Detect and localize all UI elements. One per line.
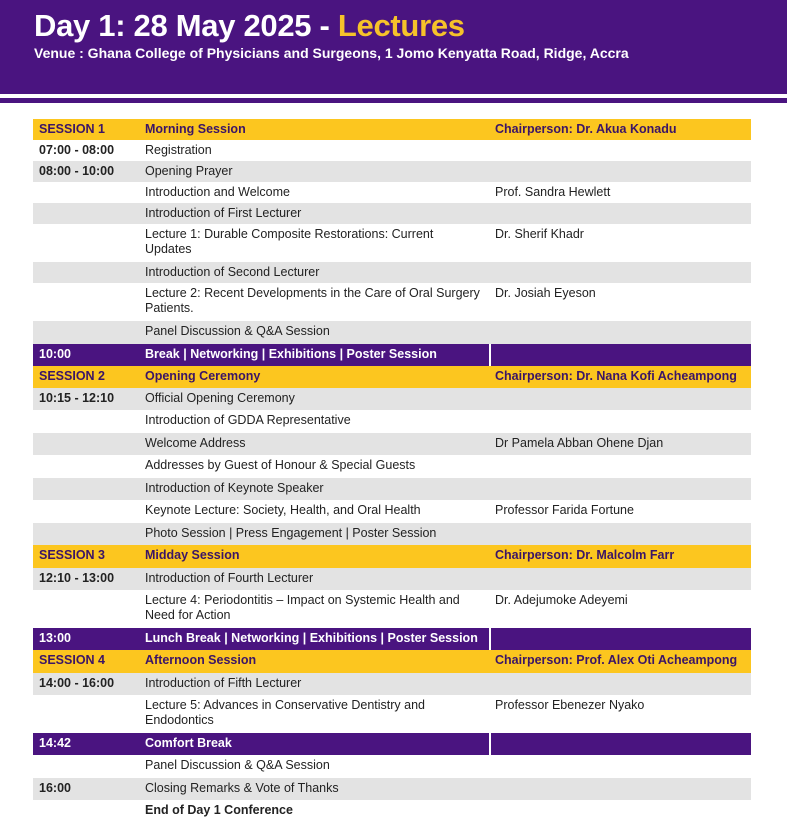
speaker-cell — [489, 478, 751, 500]
activity-cell: Addresses by Guest of Honour & Special Guests — [145, 458, 416, 472]
break-item: Networking — [190, 347, 259, 361]
activity-cell: Introduction of Fifth Lecturer — [145, 676, 302, 690]
speaker-cell — [489, 321, 751, 344]
time-cell — [33, 590, 139, 628]
venue-line: Venue : Ghana College of Physicians and Surgeons, 1 Jomo Kenyatta Road, Ridge, Accra — [34, 45, 629, 61]
activity-cell: Official Opening Ceremony — [145, 391, 295, 405]
speaker-cell — [489, 778, 751, 800]
activity-cell: Panel Discussion & Q&A Session — [145, 758, 330, 772]
chairperson-cell: Chairperson: Dr. Akua Konadu — [495, 122, 677, 136]
schedule-row — [33, 262, 751, 283]
schedule-row — [33, 523, 751, 545]
schedule-row — [33, 140, 751, 161]
activity-cell: Lecture 5: Advances in Conservative Dentistry and Endodontics — [145, 698, 426, 727]
speaker-cell: Professor Farida Fortune — [495, 503, 634, 517]
time-cell — [33, 433, 139, 455]
schedule-row — [33, 161, 751, 182]
speaker-cell — [489, 344, 751, 366]
speaker-cell: Dr. Josiah Eyeson — [495, 286, 596, 300]
speaker-cell — [489, 388, 751, 410]
session-label: SESSION 1 — [39, 122, 105, 136]
break-item: Comfort Break — [145, 736, 232, 750]
header-divider — [0, 98, 787, 103]
schedule-row — [33, 224, 751, 262]
speaker-cell — [489, 628, 751, 650]
session-header-row — [33, 650, 751, 673]
time-cell: 13:00 — [39, 631, 71, 645]
activity-cell: Break | Networking | Exhibitions | Poster Session — [145, 347, 437, 361]
speaker-cell: Prof. Sandra Hewlett — [495, 185, 611, 199]
schedule-row — [33, 755, 751, 778]
session-title: Afternoon Session — [145, 653, 257, 667]
schedule-row — [33, 203, 751, 224]
time-cell: 07:00 - 08:00 — [39, 143, 115, 157]
session-title: Morning Session — [145, 122, 246, 136]
time-cell: 14:00 - 16:00 — [39, 676, 115, 690]
schedule-row — [33, 410, 751, 433]
schedule-row — [33, 500, 751, 523]
schedule-row — [33, 695, 751, 733]
activity-cell: Registration — [145, 143, 212, 157]
time-cell: 14:42 — [39, 736, 71, 750]
time-cell: 10:15 - 12:10 — [39, 391, 115, 405]
time-cell — [33, 283, 139, 321]
time-cell — [33, 410, 139, 433]
time-cell — [33, 203, 139, 224]
speaker-cell — [489, 568, 751, 590]
activity-cell: Introduction of Second Lecturer — [145, 265, 320, 279]
schedule-row — [33, 455, 751, 478]
time-cell — [33, 800, 139, 822]
activity-cell: Opening Prayer — [145, 164, 233, 178]
session-title: Opening Ceremony — [145, 369, 261, 383]
time-cell — [33, 523, 139, 545]
activity-cell: Lecture 1: Durable Composite Restorations: Current Updates — [145, 227, 434, 256]
activity-cell: Closing Remarks & Vote of Thanks — [145, 781, 339, 795]
time-cell — [33, 182, 139, 203]
schedule-row — [33, 433, 751, 455]
activity-cell: Lecture 2: Recent Developments in the Care of Oral Surgery Patients. — [145, 286, 480, 315]
session-title: Midday Session — [145, 548, 240, 562]
schedule-row — [33, 673, 751, 695]
time-cell — [33, 455, 139, 478]
activity-cell: Panel Discussion & Q&A Session — [145, 324, 330, 338]
activity-cell: Introduction of GDDA Representative — [145, 413, 351, 427]
activity-cell: Introduction of Fourth Lecturer — [145, 571, 314, 585]
page-title — [34, 8, 465, 44]
speaker-cell — [489, 203, 751, 224]
break-item: Networking — [231, 631, 300, 645]
break-item: Poster Session — [387, 631, 478, 645]
activity-cell: Lunch Break | Networking | Exhibitions | Poster Session — [145, 631, 478, 645]
speaker-cell: Professor Ebenezer Nyako — [495, 698, 645, 712]
title-accent: Lectures — [337, 8, 465, 43]
schedule-row — [33, 800, 751, 822]
break-row — [33, 733, 751, 755]
speaker-cell — [489, 140, 751, 161]
speaker-cell — [489, 755, 751, 778]
break-item: Break — [145, 347, 180, 361]
activity-cell — [139, 733, 489, 755]
speaker-cell — [489, 800, 751, 822]
activity-cell: Lecture 4: Periodontitis – Impact on Systemic Health and Need for Action — [145, 593, 460, 622]
session-label: SESSION 2 — [39, 369, 105, 383]
time-cell — [33, 321, 139, 344]
speaker-cell — [489, 673, 751, 695]
speaker-cell — [489, 161, 751, 182]
activity-cell: Introduction and Welcome — [145, 185, 290, 199]
break-item: Lunch Break — [145, 631, 221, 645]
speaker-cell — [489, 410, 751, 433]
break-row — [33, 628, 751, 650]
schedule-table — [33, 119, 751, 822]
session-label: SESSION 4 — [39, 653, 105, 667]
time-cell — [33, 224, 139, 262]
speaker-cell — [489, 523, 751, 545]
activity-cell: Welcome Address — [145, 436, 246, 450]
speaker-cell — [489, 262, 751, 283]
time-cell — [33, 755, 139, 778]
time-cell — [33, 262, 139, 283]
time-cell: 10:00 — [39, 347, 71, 361]
session-header-row — [33, 119, 751, 140]
activity-cell: Introduction of Keynote Speaker — [145, 481, 324, 495]
time-cell: 08:00 - 10:00 — [39, 164, 115, 178]
speaker-cell: Dr. Sherif Khadr — [495, 227, 584, 241]
session-header-row — [33, 366, 751, 388]
activity-cell: Introduction of First Lecturer — [145, 206, 302, 220]
chairperson-cell: Chairperson: Prof. Alex Oti Acheampong — [495, 653, 738, 667]
time-cell — [33, 695, 139, 733]
schedule-row — [33, 182, 751, 203]
session-header-row — [33, 545, 751, 568]
chairperson-cell: Chairperson: Dr. Malcolm Farr — [495, 548, 675, 562]
activity-cell: Keynote Lecture: Society, Health, and Oral Health — [145, 503, 421, 517]
speaker-cell — [489, 733, 751, 755]
time-cell: 12:10 - 13:00 — [39, 571, 115, 585]
page-header — [0, 0, 787, 94]
time-cell: 16:00 — [39, 781, 71, 795]
time-cell — [33, 478, 139, 500]
speaker-cell: Dr Pamela Abban Ohene Djan — [495, 436, 664, 450]
schedule-row — [33, 283, 751, 321]
schedule-row — [33, 568, 751, 590]
time-cell — [33, 500, 139, 523]
session-label: SESSION 3 — [39, 548, 105, 562]
break-item: Exhibitions — [309, 631, 378, 645]
break-row — [33, 344, 751, 366]
break-item: Poster Session — [346, 347, 437, 361]
schedule-row — [33, 478, 751, 500]
activity-cell: Photo Session | Press Engagement | Poster Session — [145, 526, 437, 540]
schedule-row — [33, 321, 751, 344]
schedule-row — [33, 388, 751, 410]
schedule-row — [33, 590, 751, 628]
speaker-cell — [489, 455, 751, 478]
title-date: Day 1: 28 May 2025 - — [34, 8, 338, 43]
activity-cell: End of Day 1 Conference — [145, 803, 293, 817]
break-item: Exhibitions — [268, 347, 337, 361]
speaker-cell: Dr. Adejumoke Adeyemi — [495, 593, 628, 607]
schedule-row — [33, 778, 751, 800]
chairperson-cell: Chairperson: Dr. Nana Kofi Acheampong — [495, 369, 737, 383]
